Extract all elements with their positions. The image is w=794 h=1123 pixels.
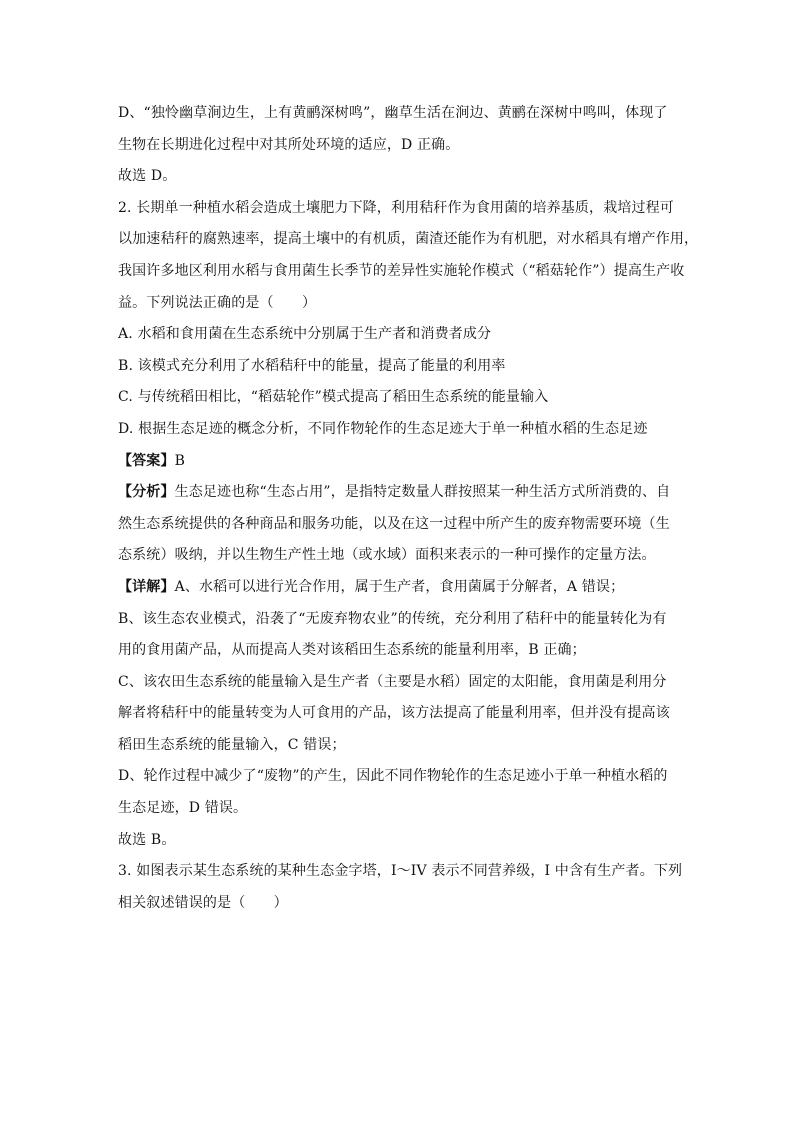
q2-detail-line-b1: B、该生态农业模式，沿袭了“无废弃物农业”的传统，充分利用了秸秆中的能量转化为有 [118,610,667,627]
q2-detail-line-c1: C、该农田生态系统的能量输入是生产者（主要是水稻）固定的太阳能，食用菌是利用分 [118,673,667,690]
analysis-text-1: 生态足迹也称“生态占用”，是指特定数量人群按照某一种生活方式所消费的、自 [174,484,671,501]
q2-conclusion: 故选 B。 [118,831,176,848]
q2-option-c: C. 与传统稻田相比，“稻菇轮作”模式提高了稻田生态系统的能量输入 [118,389,549,406]
q2-stem-line-1: 2. 长期单一种植水稻会造成土壤肥力下降，利用秸秆作为食用菌的培养基质，栽培过程可 [118,199,674,216]
q2-option-b: B. 该模式充分利用了水稻秸秆中的能量，提高了能量的利用率 [118,357,506,374]
detail-text-a: A、水稻可以进行光合作用，属于生产者，食用菌属于分解者，A 错误； [174,578,625,595]
q2-analysis-line-2: 然生态系统提供的各种商品和服务功能，以及在这一过程中所产生的废弃物需要环境（生 [118,515,670,532]
q2-detail-line-c2: 解者将秸秆中的能量转变为人可食用的产品，该方法提高了能量利用率，但并没有提高该 [118,705,670,722]
q1-option-d-line-1: D、“独怜幽草涧边生，上有黄鹂深树鸣”，幽草生活在涧边、黄鹂在深树中鸣叫，体现了 [118,105,668,121]
answer-value: B [174,452,186,469]
q2-option-d: D. 根据生态足迹的概念分析，不同作物轮作的生态足迹大于单一种植水稻的生态足迹 [118,420,648,437]
q2-detail-line-d2: 生态足迹，D 错误。 [118,800,248,817]
q2-detail-line-d1: D、轮作过程中减少了“废物”的产生，因此不同作物轮作的生态足迹小于单一种植水稻的 [118,768,668,785]
q2-stem-line-4: 益。下列说法正确的是（ ） [118,294,317,311]
analysis-label: 【分析】 [118,484,175,501]
q2-analysis-line-1 [118,477,680,509]
q2-stem-line-2: 以加速秸秆的腐熟速率，提高土壤中的有机质，菌渣还能作为有机肥，对水稻具有增产作用， [118,231,699,248]
answer-label: 【答案】 [118,452,175,469]
q2-detail-line-a [118,572,680,604]
q1-option-d-line-2: 生物在长期进化过程中对其所处环境的适应，D 正确。 [118,136,460,153]
q2-detail-line-b2: 用的食用菌产品，从而提高人类对该稻田生态系统的能量利用率，B 正确； [118,642,586,659]
q3-stem-line-1: 3. 如图表示某生态系统的某种生态金字塔，I～IV 表示不同营养级，I 中含有生产者。下列 [118,863,683,880]
q2-answer [118,446,680,478]
q3-stem-line-2: 相关叙述错误的是（ ） [118,894,288,911]
q2-analysis-line-3: 态系统）吸纳，并以生物生产性土地（或水域）面积来表示的一种可操作的定量方法。 [118,547,656,564]
q1-conclusion: 故选 D。 [118,168,177,185]
q2-option-a: A. 水稻和食用菌在生态系统中分别属于生产者和消费者成分 [118,326,492,343]
q2-detail-line-c3: 稻田生态系统的能量输入，C 错误； [118,736,346,753]
detail-label: 【详解】 [118,578,175,595]
document-page [118,98,699,919]
q2-stem-line-3: 我国许多地区利用水稻与食用菌生长季节的差异性实施轮作模式（“稻菇轮作”）提高生产收 [118,262,685,279]
